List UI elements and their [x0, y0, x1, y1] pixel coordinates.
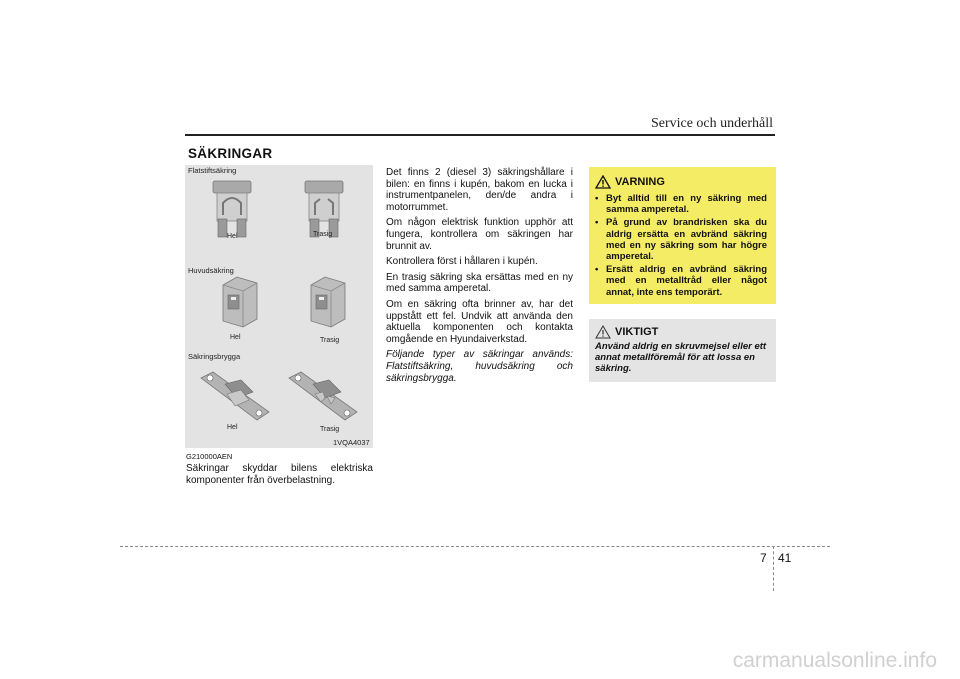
middle-paragraph-2: Om någon elektrisk funktion upphör att fungera, kontrollera om säkringen har brunnit av. [386, 217, 573, 252]
warning-item: • På grund av brandrisken ska du aldrig ersätta en avbränd säkring med en ny säkring som har högre amperetal. [595, 217, 767, 262]
fuse-link-broken-label: Trasig [320, 426, 340, 433]
main-fuse-label: Huvudsäkring [188, 266, 234, 275]
warning-triangle-icon [595, 175, 611, 189]
header-rule [185, 134, 775, 136]
footer-divider [773, 546, 774, 591]
warning-box [589, 167, 776, 304]
blade-fuse-broken-image [301, 179, 347, 239]
warning-item: • Byt alltid till en ny säkring med samma amperetal. [595, 193, 767, 215]
main-fuse-intact-label: Hel [230, 334, 241, 341]
figure-code: 1VQA4037 [333, 438, 370, 447]
important-text: Använd aldrig en skruvmejsel eller ett annat metallföremål för att lossa en säkring. [595, 341, 767, 375]
section-code: G210000AEN [186, 452, 233, 461]
middle-paragraph-6: Följande typer av säkringar används: Flatstiftsäkring, huvudsäkring och säkringsbrygga. [386, 349, 573, 384]
left-column-text [186, 463, 373, 490]
blade-fuse-broken-label: Trasig [313, 231, 333, 238]
middle-paragraph-5: Om en säkring ofta brinner av, har det uppstått ett fel. Undvik att använda den aktuella komponenten och kontakta omgående en Hyundaiverkstad. [386, 298, 573, 345]
main-fuse-broken-image [305, 273, 351, 331]
main-fuse-broken-label: Trasig [320, 337, 340, 344]
fuse-link-broken-image [285, 368, 361, 426]
left-paragraph: Säkringar skyddar bilens elektriska komponenter från överbelastning. [186, 463, 373, 486]
important-box [589, 319, 776, 382]
warning-item: • Ersätt aldrig en avbränd säkring med en metalltråd eller något annat, inte ens temporärt. [595, 264, 767, 298]
fuse-link-label: Säkringsbrygga [188, 352, 241, 361]
page-number: 41 [778, 551, 792, 565]
blade-fuse-intact-image [209, 179, 255, 239]
middle-column-text [386, 167, 573, 388]
fuse-figure [185, 165, 373, 448]
middle-paragraph-1: Det finns 2 (diesel 3) säkringshållare i bilen: en finns i kupén, bakom en lucka i instrumentpanelen, den/de andra i motorrummet. [386, 167, 573, 213]
warning-list [595, 193, 767, 300]
warning-title: VARNING [615, 176, 665, 188]
page-header-title: Service och underhåll [650, 116, 773, 131]
watermark: carmanualsonline.info [732, 649, 937, 672]
important-title: VIKTIGT [615, 326, 659, 338]
fuse-link-intact-label: Hel [227, 424, 238, 431]
chapter-number: 7 [760, 551, 767, 565]
fuse-link-intact-image [197, 368, 273, 426]
caution-triangle-icon [595, 325, 611, 339]
section-heading: SÄKRINGAR [188, 146, 273, 161]
middle-paragraph-3: Kontrollera först i hållaren i kupén. [386, 256, 538, 268]
blade-fuse-label: Flatstiftsäkring [188, 166, 237, 175]
footer-rule [120, 546, 830, 547]
middle-paragraph-4: En trasig säkring ska ersättas med en ny med samma amperetal. [386, 271, 573, 295]
main-fuse-intact-image [217, 273, 263, 331]
blade-fuse-intact-label: Hel [227, 233, 238, 240]
